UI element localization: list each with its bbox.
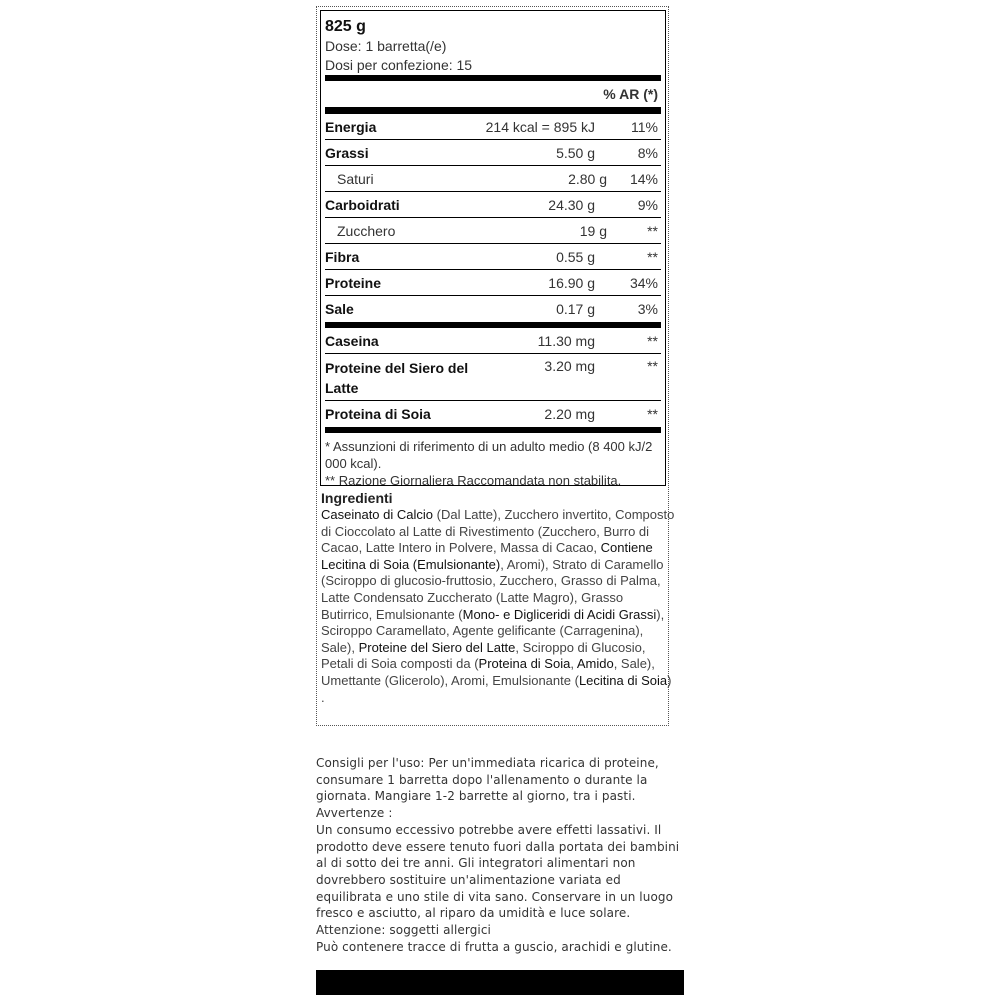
warnings-text: Un consumo eccessivo potrebbe avere effetti lassativi. Il prodotto deve essere tenuto fuori dalla portata dei bambini al di sotto dei tre anni. Gli integratori alimentari non dovrebbero sostituire un'alimentazione variata ed equilibrata e uno stile di vita sano. Conservare in un luogo fresco e asciutto, al riparo da umidità e luce solare.	[316, 822, 680, 921]
nutrient-percent: **	[647, 332, 658, 349]
nutrient-amount: 16.90 g	[548, 274, 595, 291]
table-row	[325, 328, 661, 354]
nutrient-name: Carboidrati	[325, 196, 400, 213]
nutrient-percent: **	[647, 358, 658, 374]
nutrient-percent: 8%	[637, 144, 658, 161]
net-weight: 825 g	[325, 18, 366, 35]
nutrition-facts-table	[320, 10, 666, 486]
nutrient-percent: **	[647, 406, 658, 422]
nutrient-name: Saturi	[337, 170, 374, 187]
usage-advice: Consigli per l'uso: Per un'immediata ricarica di proteine, consumare 1 barretta dopo l'allenamento o durante la giornata. Mangiare 1-2 barrette al giorno, tra i pasti.	[316, 756, 659, 804]
nutrient-name: Grassi	[325, 144, 369, 161]
table-row	[325, 296, 661, 322]
nutrient-amount: 24.30 g	[548, 196, 595, 213]
nutrient-amount: 3.20 mg	[544, 358, 595, 374]
nutrient-name: Fibra	[325, 248, 360, 265]
nutrient-name: Proteine	[325, 274, 382, 291]
nutrient-amount: 0.55 g	[556, 248, 595, 265]
nutrient-percent: 34%	[629, 274, 658, 291]
allergen-highlight: Mono- e Digliceridi di Acidi Grassi	[462, 606, 657, 622]
serving-size: Dose: 1 barretta(/e)	[325, 38, 447, 54]
table-row	[325, 140, 661, 166]
table-row	[325, 401, 661, 427]
nutrient-amount: 2.80 g	[568, 170, 607, 187]
ingredients-fragment: ,	[570, 656, 577, 672]
table-row	[325, 114, 661, 140]
ingredients-fragment: (Dal Latte), Zucchero invertito, Composto di Cioccolato al Latte di Rivestimento (Zucchero, Burro di Cacao, Latte Intero in Polvere, Massa di Cacao,	[321, 507, 675, 556]
allergen-highlight: Caseinato di Calcio	[321, 507, 434, 522]
table-row	[325, 244, 661, 270]
allergen-highlight: Proteine del Siero del Latte	[358, 639, 516, 655]
ingredients-fragment: , Sciroppo di Glucosio, Petali di Soia composti da (	[321, 639, 646, 672]
nutrient-amount: 19 g	[579, 222, 607, 239]
ingredients-fragment: , Sale), Umettante (Glicerolo), Aromi, Emulsionante (	[321, 656, 655, 688]
warnings-title: Avvertenze :	[316, 806, 393, 821]
footnote-rda: ** Razione Giornaliera Raccomandata non stabilita.	[325, 473, 622, 488]
ingredients-fragment: , Aromi), Strato di Caramello (Sciroppo di glucosio-fruttosio, Zucchero, Grasso di Palma, Latte Condensato Zuccherato (Latte Magro), Grasso Butirrico, Emulsionante (	[321, 556, 664, 622]
servings-per-pack: Dosi per confezione: 15	[325, 57, 473, 73]
nutrient-name: Zucchero	[337, 222, 396, 239]
footnotes	[325, 433, 661, 489]
usage-notes	[316, 755, 686, 955]
nutrient-name: Proteine del Siero del Latte	[325, 360, 469, 396]
black-bar	[316, 970, 684, 995]
ingredients-fragment: ) .	[321, 672, 672, 705]
table-row	[325, 354, 661, 401]
nutrient-name: Proteina di Soia	[325, 406, 431, 422]
nutrient-percent: 14%	[629, 170, 658, 187]
ingredients-title: Ingredienti	[321, 490, 393, 506]
nutrient-amount: 11.30 mg	[537, 332, 595, 349]
allergen-highlight: Contiene Lecitina di Soia (Emulsionante)	[321, 540, 653, 572]
nutrient-percent: **	[647, 222, 658, 239]
allergen-highlight: Lecitina di Soia	[578, 672, 668, 688]
nutrient-name: Sale	[325, 301, 354, 317]
table-row	[325, 270, 661, 296]
nutrient-amount: 2.20 mg	[544, 406, 595, 422]
nutrient-percent: 11%	[631, 118, 658, 135]
ingredients-section	[321, 490, 676, 706]
table-row	[325, 166, 661, 192]
ar-header: % AR (*)	[603, 86, 658, 102]
allergen-highlight: Proteina di Soia	[478, 656, 571, 672]
table-row	[325, 218, 661, 244]
nutrient-name: Caseina	[325, 332, 379, 349]
nutrient-percent: 3%	[637, 301, 658, 317]
nutrient-amount: 0.17 g	[556, 301, 595, 317]
ingredients-fragment: ), Sciroppo Caramellato, Agente gelificante (Carragenina), Sale),	[321, 606, 665, 655]
nutrient-percent: 9%	[637, 196, 658, 213]
allergen-highlight: Amido	[576, 656, 614, 672]
nutrient-amount: 5.50 g	[556, 144, 595, 161]
ingredients-text	[321, 507, 676, 706]
table-row	[325, 192, 661, 218]
nutrient-name: Energia	[325, 118, 377, 135]
table-header	[325, 81, 661, 108]
nutrient-amount: 214 kcal = 895 kJ	[485, 118, 595, 135]
nutrient-percent: **	[647, 248, 658, 265]
allergy-text: Può contenere tracce di frutta a guscio, arachidi e glutine.	[316, 939, 672, 954]
allergy-title: Attenzione: soggetti allergici	[316, 923, 491, 938]
footnote-reference-intake: * Assunzioni di riferimento di un adulto medio (8 400 kJ/2 000 kcal).	[325, 439, 653, 471]
